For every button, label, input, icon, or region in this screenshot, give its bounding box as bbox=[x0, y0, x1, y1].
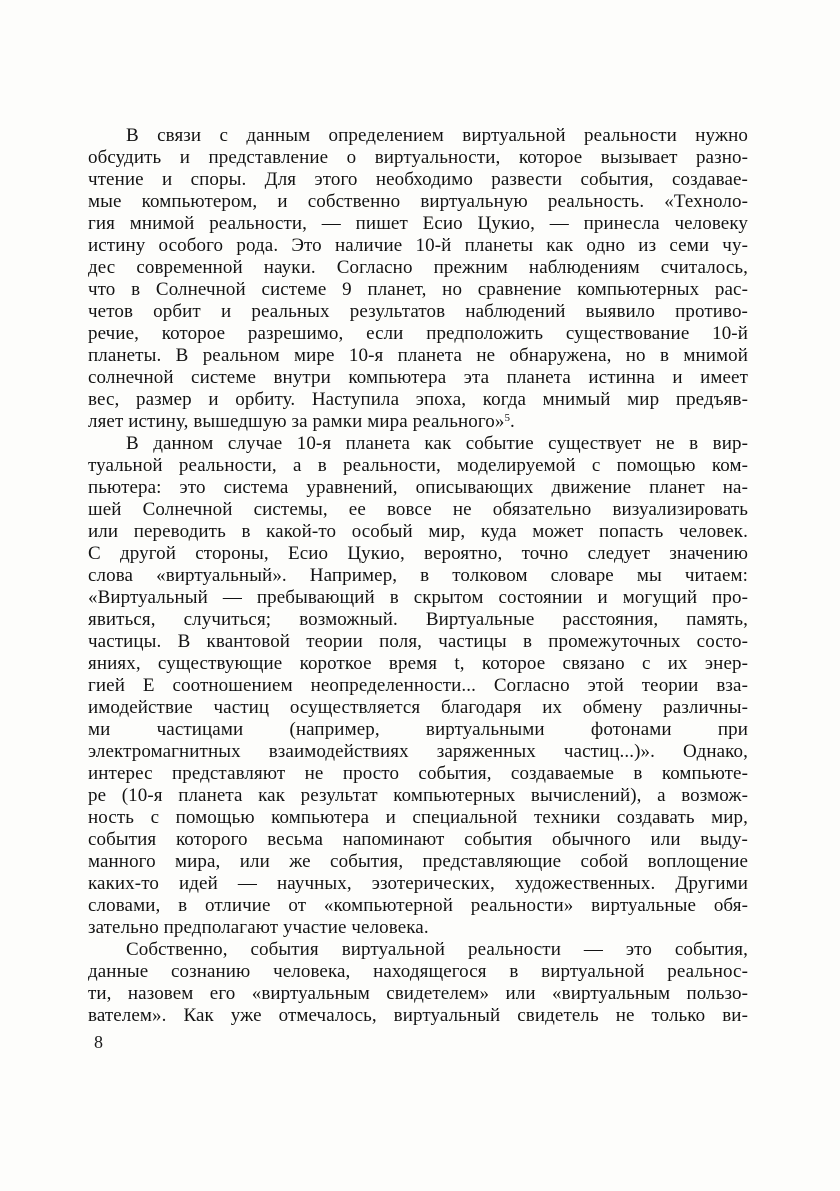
paragraph bbox=[88, 939, 748, 1027]
text-line: ре (10-я планета как результат компьютерных вычислений), а возмож- bbox=[88, 785, 748, 806]
text-line: интерес представляют не просто события, создаваемые в компьюте- bbox=[88, 763, 748, 784]
text-line: каких-то идей — научных, эзотерических, художественных. Другими bbox=[88, 873, 748, 894]
text-line: чтение и споры. Для этого необходимо развести события, создавае- bbox=[88, 169, 748, 190]
text-line: речие, которое разрешимо, если предположить существование 10-й bbox=[88, 323, 748, 344]
text-line: гией Е соотношением неопределенности... Согласно этой теории вза- bbox=[88, 675, 748, 696]
text-line: туальной реальности, а в реальности, моделируемой с помощью ком- bbox=[88, 455, 748, 476]
text-line: данные сознанию человека, находящегося в виртуальной реальнос- bbox=[88, 961, 748, 982]
text-line: имодействие частиц осуществляется благодаря их обмену различны- bbox=[88, 697, 748, 718]
text-line: вес, размер и орбиту. Наступила эпоха, когда мнимый мир предъяв- bbox=[88, 389, 748, 410]
body-text bbox=[88, 125, 748, 1027]
text-line: ность с помощью компьютера и специальной техники создавать мир, bbox=[88, 807, 748, 828]
text-line: манного мира, или же события, представляющие собой воплощение bbox=[88, 851, 748, 872]
text-line: ляет истину, вышедшую за рамки мира реального»$^5$. bbox=[88, 411, 515, 432]
text-line: дес современной науки. Согласно прежним наблюдениям считалось, bbox=[88, 257, 748, 278]
text-line: вателем». Как уже отмечалось, виртуальный свидетель не только ви- bbox=[88, 1005, 748, 1026]
text-line: гия мнимой реальности, — пишет Есио Цукио, — принесла человеку bbox=[88, 213, 748, 234]
text-line: яниях, существующие короткое время t, которое связано с их энер- bbox=[88, 653, 748, 674]
text-line: словами, в отличие от «компьютерной реальности» виртуальные обя- bbox=[88, 895, 748, 916]
text-line: планеты. В реальном мире 10-я планета не обнаружена, но в мнимой bbox=[88, 345, 748, 366]
text-line: ти, назовем его «виртуальным свидетелем» или «виртуальным пользо- bbox=[88, 983, 748, 1004]
text-line: обсудить и представление о виртуальности, которое вызывает разно- bbox=[88, 147, 748, 168]
text-line: что в Солнечной системе 9 планет, но сравнение компьютерных рас- bbox=[88, 279, 748, 300]
text-line: шей Солнечной системы, ее вовсе не обязательно визуализировать bbox=[88, 499, 748, 520]
text-line: ми частицами (например, виртуальными фотонами при bbox=[88, 719, 748, 740]
text-line: слова «виртуальный». Например, в толковом словаре мы читаем: bbox=[88, 565, 748, 586]
text-line: электромагнитных взаимодействиях заряженных частиц...)». Однако, bbox=[88, 741, 748, 762]
text-line: мые компьютером, и собственно виртуальную реальность. «Техноло- bbox=[88, 191, 748, 212]
paragraph bbox=[88, 433, 748, 939]
text-line: или переводить в какой-то особый мир, куда может попасть человек. bbox=[88, 521, 748, 542]
footnote-reference: 5 bbox=[504, 412, 511, 424]
paragraph bbox=[88, 125, 748, 433]
page-number: 8 bbox=[94, 1032, 103, 1052]
text-line: истину особого рода. Это наличие 10-й планеты как одно из семи чу- bbox=[88, 235, 748, 256]
text-line: С другой стороны, Есио Цукио, вероятно, точно следует значению bbox=[88, 543, 748, 564]
text-line: четов орбит и реальных результатов наблюдений выявило противо- bbox=[88, 301, 748, 322]
text-line: В связи с данным определением виртуальной реальности нужно bbox=[126, 125, 748, 146]
text-line: пьютера: это система уравнений, описывающих движение планет на- bbox=[88, 477, 748, 498]
text-line: частицы. В квантовой теории поля, частицы в промежуточных состо- bbox=[88, 631, 748, 652]
text-line: зательно предполагают участие человека. bbox=[88, 917, 429, 938]
text-line: явиться, случиться; возможный. Виртуальные расстояния, память, bbox=[88, 609, 748, 630]
text-line: события которого весьма напоминают события обычного или выду- bbox=[88, 829, 748, 850]
text-line: «Виртуальный — пребывающий в скрытом состоянии и могущий про- bbox=[88, 587, 748, 608]
text-line: солнечной системе внутри компьютера эта планета истинна и имеет bbox=[88, 367, 748, 388]
text-line: В данном случае 10-я планета как событие существует не в вир- bbox=[126, 433, 748, 454]
text-line: Собственно, события виртуальной реальности — это события, bbox=[126, 939, 748, 960]
